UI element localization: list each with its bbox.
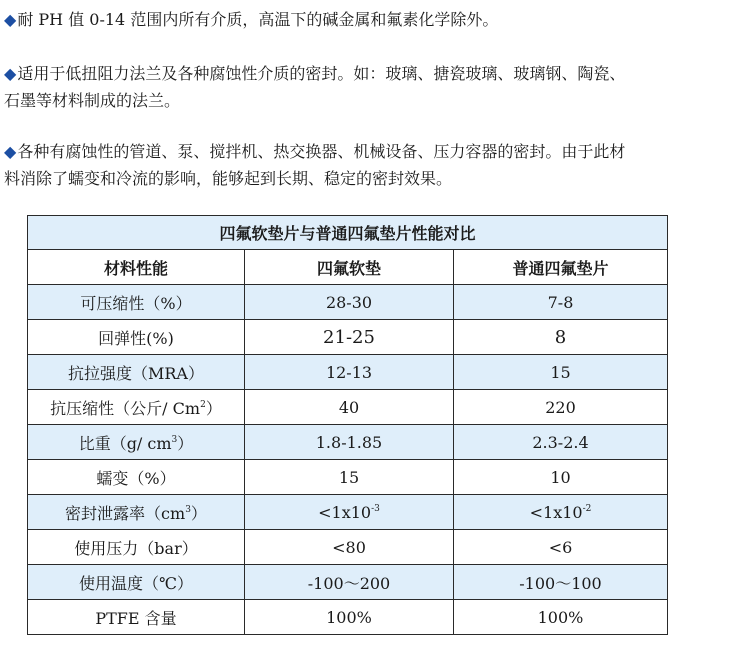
diamond-bullet-icon: ◆	[4, 64, 17, 83]
soft-gasket-value: 28-30	[245, 285, 454, 320]
soft-gasket-value: 12-13	[245, 355, 454, 390]
property-cell: 使用温度（℃）	[28, 565, 245, 600]
table-row	[28, 600, 668, 635]
table-row	[28, 320, 668, 355]
table-row	[28, 460, 668, 495]
value-text: <1x10	[318, 502, 372, 522]
diamond-bullet-icon: ◆	[4, 142, 17, 161]
table-caption-row	[28, 216, 668, 250]
paragraph-text: 料消除了蠕变和冷流的影响，能够起到长期、稳定的密封效果。	[4, 169, 453, 188]
soft-gasket-value: 21-25	[245, 320, 454, 355]
table-row	[28, 390, 668, 425]
property-cell: 蠕变（%）	[28, 460, 245, 495]
feature-paragraph-flange	[4, 60, 734, 114]
normal-gasket-value	[454, 495, 668, 530]
paragraph-text: 石墨等材料制成的法兰。	[4, 91, 181, 110]
normal-gasket-value: 8	[454, 320, 668, 355]
superscript: 3	[171, 434, 178, 445]
property-text: 密封泄露率（cm	[65, 503, 186, 523]
paragraph-text: 适用于低扭阻力法兰及各种腐蚀性介质的密封。如：玻璃、搪瓷玻璃、玻璃钢、陶瓷、	[17, 64, 626, 83]
normal-gasket-value: 220	[454, 390, 668, 425]
paragraph-text: 耐 PH 值 0-14 范围内所有介质，高温下的碱金属和氟素化学除外。	[17, 10, 499, 29]
normal-gasket-value: -100～100	[454, 565, 668, 600]
property-cell: 抗拉强度（MRA）	[28, 355, 245, 390]
property-text-tail: ）	[205, 398, 222, 418]
property-cell: 可压缩性（%）	[28, 285, 245, 320]
feature-paragraph-ph	[4, 6, 734, 33]
normal-gasket-value: 15	[454, 355, 668, 390]
normal-gasket-value: 7-8	[454, 285, 668, 320]
comparison-table	[27, 215, 668, 635]
normal-gasket-value: 2.3-2.4	[454, 425, 668, 460]
property-cell: 回弹性(%)	[28, 320, 245, 355]
soft-gasket-value: 15	[245, 460, 454, 495]
property-cell: PTFE 含量	[28, 600, 245, 635]
table-row	[28, 285, 668, 320]
soft-gasket-value	[245, 495, 454, 530]
property-text-tail: ）	[177, 433, 194, 453]
table-row	[28, 355, 668, 390]
table-row	[28, 495, 668, 530]
soft-gasket-value: 40	[245, 390, 454, 425]
soft-gasket-value: 100%	[245, 600, 454, 635]
column-header-normal-gasket: 普通四氟垫片	[454, 250, 668, 285]
value-text: <1x10	[529, 502, 583, 522]
normal-gasket-value: <6	[454, 530, 668, 565]
diamond-bullet-icon: ◆	[4, 10, 17, 29]
feature-paragraph-sealing	[4, 138, 734, 192]
paragraph-text: 各种有腐蚀性的管道、泵、搅拌机、热交换器、机械设备、压力容器的密封。由于此材	[17, 142, 626, 161]
property-cell	[28, 425, 245, 460]
property-cell	[28, 390, 245, 425]
table-row	[28, 425, 668, 460]
superscript: 3	[185, 504, 191, 515]
column-header-soft-gasket: 四氟软垫	[245, 250, 454, 285]
table-title: 四氟软垫片与普通四氟垫片性能对比	[28, 216, 668, 250]
column-header-property: 材料性能	[28, 250, 245, 285]
soft-gasket-value: -100～200	[245, 565, 454, 600]
soft-gasket-value: 1.8-1.85	[245, 425, 454, 460]
property-text-tail: ）	[190, 503, 207, 523]
table-row	[28, 565, 668, 600]
property-text: 比重（g/ cm	[78, 433, 172, 453]
superscript: -2	[582, 503, 592, 514]
table-header-row	[28, 250, 668, 285]
soft-gasket-value: <80	[245, 530, 454, 565]
normal-gasket-value: 100%	[454, 600, 668, 635]
table-row	[28, 530, 668, 565]
property-cell: 使用压力（bar）	[28, 530, 245, 565]
property-text: 抗压缩性（公斤/ Cm	[50, 398, 201, 418]
superscript: -3	[371, 503, 380, 514]
property-cell	[28, 495, 245, 530]
superscript: 2	[200, 399, 206, 410]
normal-gasket-value: 10	[454, 460, 668, 495]
